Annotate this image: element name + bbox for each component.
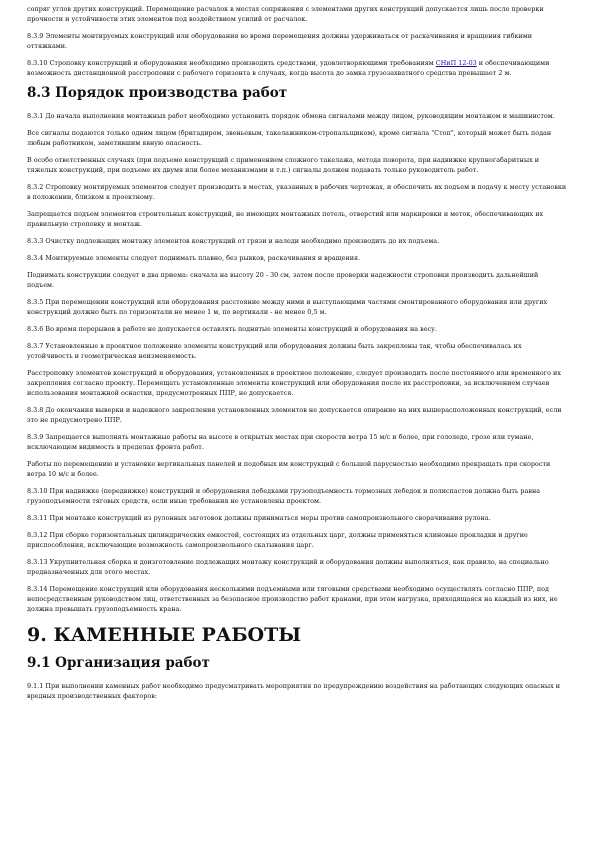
paragraph-8-3-11: 8.3.11 При монтаже конструкций из рулонных заготовок должны приниматься меры против самопроизвольного сворачивания рулона. bbox=[27, 513, 491, 522]
paragraph-8-3-14: 8.3.14 Перемещение конструкций или оборудования несколькими подъемными или тяговыми средствами необходимо осуществлять согласно ППР, под непосредственным руководством лиц, ответственных за безопасное производство работ кранами, при этом нагрузка, приходящаяся на каждый из них, не должна превышать грузоподъемность крана. bbox=[27, 584, 558, 613]
section-heading-8-3: 8.3 Порядок производства работ bbox=[27, 85, 288, 102]
paragraph: Все сигналы подаются только одним лицом (бригадиром, звеньевым, такелажником-стропальщиком), кроме сигнала "Стоп", который может быть подан любым работником, заметившим явную опасность. bbox=[27, 129, 552, 148]
paragraph: В особо ответственных случаях (при подъеме конструкций с применением сложного такелажа, метода поворота, при надвижке крупногабаритных и тяжелых конструкций, при подъеме их двумя или более механизмами и т.п.) сигналы должен подавать только руководитель работ. bbox=[27, 156, 540, 175]
paragraph-8-3-9: 8.3.9 Элементы монтируемых конструкций или оборудования во время перемещения должны удерживаться от раскачивания и вращения гибкими оттяжками. bbox=[27, 32, 533, 51]
section-heading-9-1: 9.1 Организация работ bbox=[27, 655, 210, 672]
snip-link[interactable]: СНиП 12-03 bbox=[435, 59, 477, 67]
paragraph-8-3-4: 8.3.4 Монтируемые элементы следует поднимать плавно, без рывков, раскачивания и вращения. bbox=[27, 254, 361, 262]
chapter-heading-9: 9. КАМЕННЫЕ РАБОТЫ bbox=[27, 624, 302, 647]
paragraph-8-3-3: 8.3.3 Очистку подлежащих монтажу элементов конструкций от грязи и наледи необходимо производить до их подъема. bbox=[27, 237, 440, 246]
paragraph-8-3-2: 8.3.2 Строповку монтируемых элементов следует производить в местах, указанных в рабочих чертежах, и обеспечить их подъем и подачу к месту установки в положении, близком к проектному. bbox=[27, 183, 567, 202]
document-page bbox=[27, 0, 567, 708]
paragraph-8-3-10 bbox=[27, 58, 567, 78]
paragraph: Расстроповку элементов конструкций и оборудования, установленных в проектное положение, следует производить после постоянного или временного их закрепления согласно проекту. Перемещать установленные элементы конструкций или оборудования после их расстроповки, за исключением случаев использования монтажной оснастки, предусмотренных ППР, не допускается. bbox=[27, 368, 561, 397]
paragraph: Поднимать конструкции следует в два приема: сначала на высоту 20 - 30 см, затем после проверки надежности строповки производить дальнейший подъем. bbox=[27, 270, 539, 289]
paragraph-8-3-5: 8.3.5 При перемещении конструкций или оборудования расстояние между ними и выступающими частями смонтированного оборудования или других конструкций должно быть по горизонтали не менее 1 м, по вертикали - не менее 0,5 м. bbox=[27, 297, 548, 316]
paragraph-8-3-10: 8.3.10 При надвижке (передвижке) конструкций и оборудования лебедками грузоподъемность тормозных лебедок и полиспастов должна быть равна грузоподъемности тяговых средств, если иные требования не установлены проектом. bbox=[27, 486, 541, 505]
paragraph-8-3-12: 8.3.12 При сборке горизонтальных цилиндрических емкостей, состоящих из отдельных царг, должны применяться клиновые прокладки и другие приспособления, исключающие возможность самопроизвольного скатывания царг. bbox=[27, 530, 528, 549]
paragraph-8-3-9: 8.3.9 Запрещается выполнять монтажные работы на высоте в открытых местах при скорости ветра 15 м/с и более, при гололеде, грозе или тумане, исключающем видимость в пределах фронта работ. bbox=[27, 432, 534, 451]
paragraph-text: 8.3.10 Строповку конструкций и оборудования необходимо производить средствами, удовлетворяющими требованиям bbox=[27, 59, 436, 67]
paragraph-9-1-1: 9.1.1 При выполнении каменных работ необходимо предусматривать мероприятия по предупреждению воздействия на работающих следующих опасных и вредных производственных факторов: bbox=[27, 682, 561, 701]
paragraph: Работы по перемещению и установке вертикальных панелей и подобных им конструкций с большой парусностью необходимо прекращать при скорости ветра 10 м/с и более. bbox=[27, 459, 551, 478]
paragraph-8-3-13: 8.3.13 Укрупнительная сборка и доизготовление подлежащих монтажу конструкций и оборудования должны выполняться, как правило, на специально предназначенных для этого местах. bbox=[27, 557, 549, 576]
paragraph-text: и обеспечивающими возможность дистанционной расстроповки с рабочего горизонта в случаях, когда высота до замка грузозахватного средства превышает 2 м. bbox=[27, 59, 550, 78]
paragraph-8-3-7: 8.3.7 Установленные в проектное положение элементы конструкций или оборудования должны быть закреплены так, чтобы обеспечивалась их устойчивость и геометрическая неизменяемость. bbox=[27, 341, 522, 360]
paragraph-8-3-1: 8.3.1 До начала выполнения монтажных работ необходимо установить порядок обмена сигналами между лицом, руководящим монтажом и машинистом. bbox=[27, 112, 555, 121]
paragraph-8-3-8: 8.3.8 До окончания выверки и надежного закрепления установленных элементов не допускается опирание на них вышерасположенных конструкций, если это не предусмотрено ППР. bbox=[27, 405, 562, 424]
paragraph: сопряг углов других конструкций. Перемещение расчалок в местах сопряжения с элементами других конструкций допускается лишь после проверки прочности и устойчивости этих элементов под воздействием усилий от расчалок. bbox=[27, 5, 544, 24]
paragraph: Запрещается подъем элементов строительных конструкций, не имеющих монтажных петель, отверстий или маркировки и меток, обеспечивающих их правильную строповку и монтаж. bbox=[27, 210, 544, 229]
paragraph-8-3-6: 8.3.6 Во время перерывов в работе не допускается оставлять поднятые элементы конструкций и оборудования на весу. bbox=[27, 324, 437, 333]
